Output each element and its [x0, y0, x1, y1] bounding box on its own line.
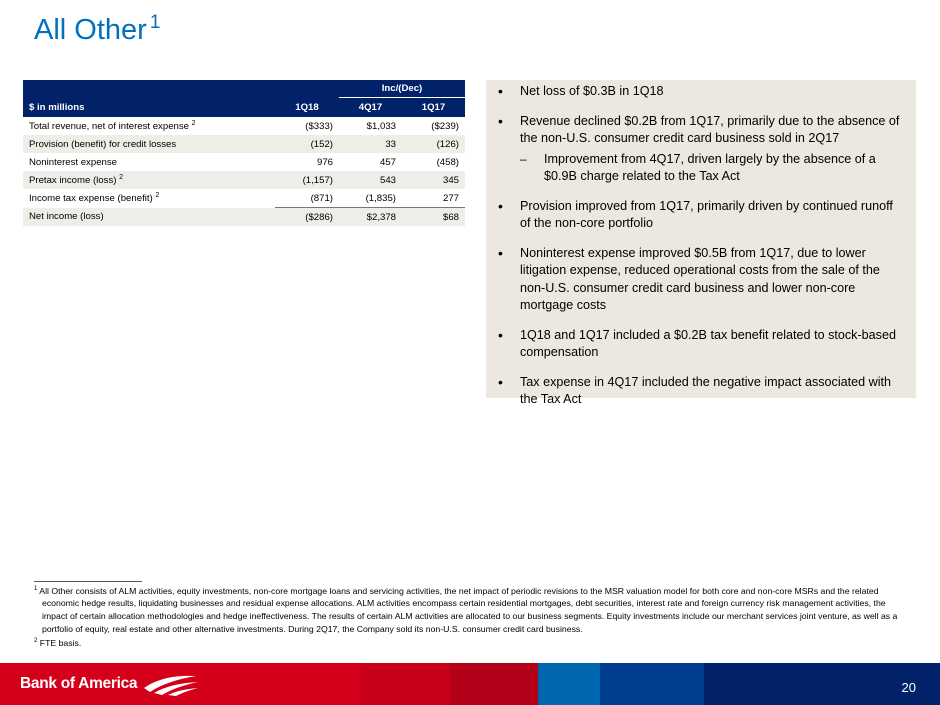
table-cell: (1,835)	[365, 192, 396, 204]
footer-segment	[600, 663, 704, 705]
logo-text: Bank of America	[20, 675, 138, 692]
table-row	[23, 117, 465, 135]
table-header-row	[23, 98, 465, 118]
table-group-header-row	[23, 80, 465, 98]
row-label	[23, 153, 275, 171]
footnotes	[34, 583, 904, 650]
sub-bullet-item	[486, 151, 906, 186]
bullet-item	[486, 327, 906, 362]
table-cell: 345	[442, 174, 459, 186]
table-row	[23, 135, 465, 153]
row-label	[23, 208, 275, 227]
bullet-item	[486, 374, 906, 409]
table-cell: ($286)	[275, 208, 339, 227]
bullet-text: 1Q18 and 1Q17 included a $0.2B tax benefit related to stock-based compensation	[520, 327, 896, 359]
bullet-text: Provision improved from 1Q17, primarily driven by continued runoff of the non-core portfolio	[520, 198, 893, 230]
table-cell: 277	[442, 192, 459, 204]
dash-icon: –	[520, 151, 527, 166]
bullet-item	[486, 245, 906, 315]
row-footnote-marker: 2	[119, 173, 124, 181]
footnote-text: FTE basis.	[39, 638, 82, 649]
inc-dec-header: Inc/(Dec)	[339, 80, 465, 98]
row-label-text: Total revenue, net of interest expense	[29, 121, 189, 133]
bullet-text: Net loss of $0.3B in 1Q18	[520, 84, 664, 98]
bullet-icon: •	[498, 373, 503, 390]
bullet-icon: •	[498, 244, 503, 261]
table-cell: 543	[379, 174, 396, 186]
bullet-icon: •	[498, 112, 503, 129]
row-label-text: Net income (loss)	[29, 211, 104, 223]
bullet-list	[486, 80, 916, 409]
row-label-text: Income tax expense (benefit)	[29, 193, 153, 205]
financial-table	[23, 80, 465, 226]
table-cell: (152)	[310, 138, 333, 150]
footer-segment	[450, 663, 538, 705]
table-cell: $2,378	[339, 208, 402, 227]
bank-logo	[20, 674, 190, 698]
bullet-item	[486, 83, 906, 101]
page-number: 20	[901, 680, 916, 695]
footnote-divider	[34, 581, 142, 582]
footnote-number: 2	[34, 638, 38, 645]
table-cell: (126)	[436, 138, 459, 150]
row-label	[23, 171, 275, 189]
table-row	[23, 208, 465, 227]
title-footnote-marker: 1	[149, 12, 161, 33]
bullet-text: Improvement from 4Q17, driven largely by the absence of a $0.9B charge related to the Tax Act	[544, 151, 876, 183]
table-cell: 33	[385, 138, 396, 150]
bullet-text: Tax expense in 4Q17 included the negative impact associated with the Tax Act	[520, 374, 892, 406]
row-label	[23, 117, 275, 135]
table-row	[23, 153, 465, 171]
page-title-text: All Other	[34, 14, 147, 46]
bullet-text: Revenue declined $0.2B from 1Q17, primarily due to the absence of the non-U.S. consumer credit card business sold in 2Q17	[520, 113, 900, 145]
table-cell: ($239)	[431, 120, 459, 132]
row-label-text: Noninterest expense	[29, 156, 117, 168]
table-cell: (458)	[436, 156, 459, 168]
bullet-text: Noninterest expense improved $0.5B from 1Q17, due to lower litigation expense, reduced operational costs from the sale of the non-U.S. consumer credit card business and lower non-core mortgage costs	[520, 245, 880, 312]
row-label	[23, 135, 275, 153]
table-cell: $68	[402, 208, 465, 227]
table-cell: 976	[316, 156, 333, 168]
footnote	[34, 583, 904, 635]
row-label	[23, 189, 275, 208]
row-footnote-marker: 2	[191, 119, 196, 127]
commentary-panel	[486, 80, 916, 406]
bullet-icon: •	[498, 83, 503, 99]
table-cell: (871)	[310, 192, 333, 204]
table-cell: 457	[379, 156, 396, 168]
row-label-text: Provision (benefit) for credit losses	[29, 138, 177, 150]
unit-label: $ in millions	[29, 101, 85, 113]
table-row	[23, 171, 465, 189]
table-row	[23, 189, 465, 208]
row-label-text: Pretax income (loss)	[29, 175, 117, 187]
table-cell: $1,033	[366, 120, 396, 132]
table-cell: (1,157)	[302, 174, 333, 186]
flagscape-icon	[138, 674, 200, 696]
bullet-icon: •	[498, 326, 503, 343]
bullet-item	[486, 198, 906, 233]
table-cell: ($333)	[305, 120, 333, 132]
footer-segment	[360, 663, 450, 705]
footnote-number: 1	[34, 586, 38, 592]
row-footnote-marker: 2	[155, 192, 160, 200]
bullet-icon: •	[498, 197, 503, 214]
page-title	[34, 14, 160, 47]
column-header: 1Q18	[295, 101, 319, 113]
column-header: 1Q17	[421, 102, 446, 113]
footer-segment	[538, 663, 600, 705]
footnote-text: All Other consists of ALM activities, equity investments, non-core mortgage loans and servicing activities, the net impact of periodic revisions to the MSR valuation model for both core and non-core MSRs and the related economic hedge results, liquidating businesses and residual expense allocations. ALM activities encompass certain residential mortgages, debt securities, interest rate and foreign currency risk management activities, the impact of certain allocation methodologies and hedge ineffectiveness. The results of certain ALM activities are allocated to our business segments. Equity investments include our merchant services joint venture, as well as a portfolio of equity, real estate and other alternative investments. During 2Q17, the Company sold its non-U.S. consumer credit card business.	[39, 585, 898, 634]
bullet-item	[486, 113, 906, 148]
footnote	[34, 635, 904, 649]
column-header: 4Q17	[358, 102, 383, 113]
